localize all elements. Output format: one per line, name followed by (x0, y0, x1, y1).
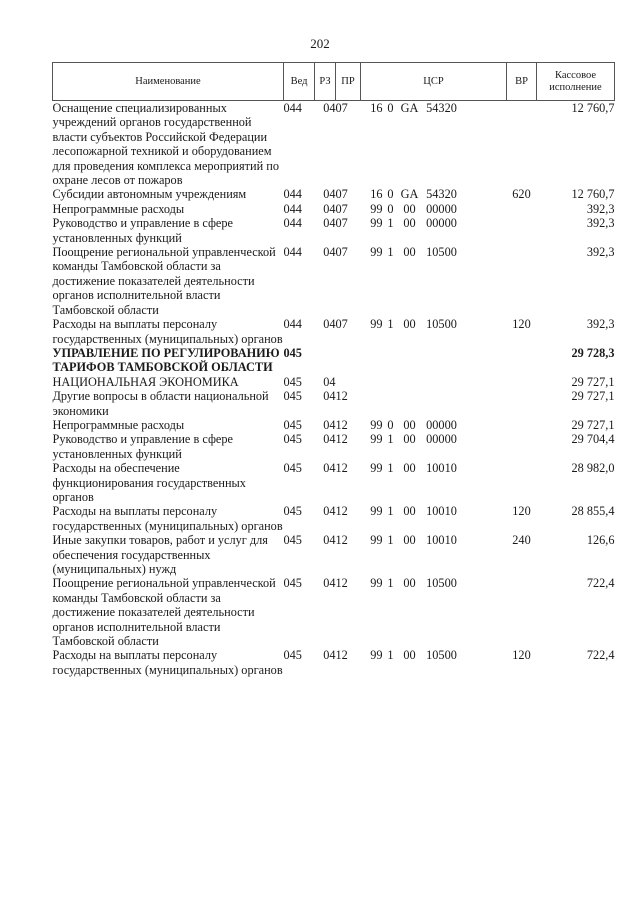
row-vr (507, 101, 537, 188)
csr-part: 54320 (426, 187, 457, 202)
row-rz: 04 (323, 216, 336, 231)
csr-part: 1 (387, 533, 394, 548)
row-name: Непрограммные расходы (52, 201, 185, 216)
row-ved: 045 (283, 432, 302, 447)
row-rz: 04 (323, 417, 336, 432)
csr-part: 00 (403, 461, 416, 476)
row-amount: 392,3 (586, 317, 615, 332)
row-rz: 04 (323, 101, 336, 115)
table-row (53, 418, 615, 432)
row-pr: 12 (335, 461, 348, 476)
csr-part: 10500 (426, 317, 457, 332)
header-name: Наименование (53, 63, 284, 101)
budget-execution-table (52, 62, 615, 677)
row-name: НАЦИОНАЛЬНАЯ ЭКОНОМИКА (52, 374, 239, 389)
row-name: Расходы на выплаты персоналу государственных (муниципальных) органов (52, 648, 283, 677)
row-csr (361, 418, 507, 432)
csr-part: 10010 (426, 504, 457, 519)
row-pr: 07 (335, 317, 348, 332)
csr-part: 99 (370, 201, 383, 216)
page-number: 202 (310, 36, 330, 51)
row-pr: 12 (335, 432, 348, 447)
table-row (53, 216, 615, 245)
row-amount: 392,3 (586, 201, 615, 216)
csr-part: 99 (370, 576, 383, 591)
row-vr (507, 346, 537, 375)
row-pr: 12 (335, 648, 348, 663)
row-csr (361, 245, 507, 317)
csr-part: 10010 (426, 533, 457, 548)
table-row (53, 101, 615, 188)
row-ved: 045 (283, 461, 302, 476)
row-ved: 044 (283, 201, 302, 216)
row-rz: 04 (323, 432, 336, 447)
row-name: Субсидии автономным учреждениям (52, 187, 247, 202)
csr-part: 00 (403, 245, 416, 260)
row-vr (507, 202, 537, 216)
csr-part: GA (400, 101, 419, 115)
row-name: Руководство и управление в сфере установленных функций (52, 432, 233, 461)
row-csr (361, 461, 507, 504)
row-ved: 045 (283, 576, 302, 591)
csr-part: 00 (403, 201, 416, 216)
row-ved: 045 (283, 389, 302, 404)
row-amount: 722,4 (586, 576, 615, 591)
header-vr: ВР (507, 63, 537, 101)
csr-part: 99 (370, 245, 383, 260)
row-pr (336, 346, 361, 375)
row-csr (361, 432, 507, 461)
csr-part: 1 (387, 576, 394, 591)
row-csr (361, 389, 507, 418)
csr-part: 00000 (426, 201, 457, 216)
row-ved: 044 (283, 317, 302, 332)
csr-part: 1 (387, 504, 394, 519)
row-amount: 12 760,7 (571, 101, 615, 115)
row-amount: 126,6 (586, 533, 615, 548)
table-row (53, 576, 615, 648)
header-csr: ЦСР (361, 63, 507, 101)
row-pr (336, 375, 361, 389)
row-pr: 12 (335, 504, 348, 519)
row-name: Иные закупки товаров, работ и услуг для обеспечения государственных (муниципальных) нужд (52, 533, 268, 576)
row-rz (315, 346, 336, 375)
row-csr (361, 504, 507, 533)
csr-part: 99 (370, 317, 383, 332)
row-pr: 12 (335, 389, 348, 404)
row-ved: 045 (283, 533, 302, 548)
csr-part: 00 (403, 417, 416, 432)
table-header-row (53, 63, 615, 101)
row-rz: 04 (323, 389, 336, 404)
table-row (53, 461, 615, 504)
row-rz: 04 (323, 317, 336, 332)
table-row (53, 202, 615, 216)
row-amount: 28 855,4 (571, 504, 615, 519)
row-vr (507, 576, 537, 648)
table-row (53, 533, 615, 576)
row-vr: 120 (512, 317, 531, 332)
row-csr (361, 375, 507, 389)
header-amount: Кассовое исполнение (537, 63, 615, 101)
row-name: Расходы на выплаты персоналу государственных (муниципальных) органов (52, 317, 283, 346)
table-row (53, 346, 615, 375)
row-amount: 29 728,3 (571, 345, 615, 360)
table-row (53, 648, 615, 677)
row-ved: 045 (283, 345, 302, 360)
csr-part: 16 (370, 101, 383, 115)
csr-part: 00 (403, 576, 416, 591)
csr-part: 00 (403, 533, 416, 548)
header-pr: ПР (336, 63, 361, 101)
table-row (53, 389, 615, 418)
csr-part: 00000 (426, 216, 457, 231)
row-vr (507, 418, 537, 432)
row-csr (361, 216, 507, 245)
row-csr (361, 187, 507, 201)
table-row (53, 317, 615, 346)
csr-part: 00 (403, 648, 416, 663)
csr-part: 99 (370, 461, 383, 476)
row-ved: 044 (283, 101, 302, 115)
csr-part: 99 (370, 504, 383, 519)
row-csr (361, 648, 507, 677)
row-rz: 04 (323, 533, 336, 548)
row-csr (361, 101, 507, 188)
csr-part: 1 (387, 245, 394, 260)
row-vr (507, 389, 537, 418)
csr-part: 10500 (426, 576, 457, 591)
csr-part: 99 (370, 648, 383, 663)
row-amount: 392,3 (586, 216, 615, 231)
row-rz: 04 (323, 201, 336, 216)
row-rz: 04 (323, 374, 336, 389)
csr-part: 1 (387, 317, 394, 332)
header-rz: РЗ (315, 63, 336, 101)
row-vr: 240 (512, 533, 531, 548)
csr-part: 1 (387, 461, 394, 476)
row-name: Другие вопросы в области национальной экономики (52, 389, 269, 418)
row-pr: 12 (335, 417, 348, 432)
row-vr (507, 432, 537, 461)
csr-part: 99 (370, 216, 383, 231)
row-ved: 045 (283, 648, 302, 663)
csr-part: 99 (370, 417, 383, 432)
csr-part: 10010 (426, 461, 457, 476)
row-rz: 04 (323, 576, 336, 591)
row-vr: 120 (512, 648, 531, 663)
row-ved: 045 (283, 417, 302, 432)
row-amount: 392,3 (586, 245, 615, 260)
csr-part: 00 (403, 317, 416, 332)
csr-part: 54320 (426, 101, 457, 115)
row-rz: 04 (323, 187, 336, 202)
row-rz: 04 (323, 461, 336, 476)
row-pr: 07 (335, 216, 348, 231)
row-csr (361, 533, 507, 576)
csr-part: 0 (387, 417, 394, 432)
row-name: Поощрение региональной управленческой команды Тамбовской области за достижение показателей деятельности органов исполнительной власти Тамбовской области (52, 245, 276, 317)
header-ved: Вед (284, 63, 315, 101)
row-vr (507, 375, 537, 389)
table-row (53, 245, 615, 317)
row-vr (507, 461, 537, 504)
row-name: Расходы на обеспечение функционирования государственных органов (52, 461, 246, 504)
csr-part: 10500 (426, 648, 457, 663)
csr-part: 10500 (426, 245, 457, 260)
table-row (53, 187, 615, 201)
row-pr: 12 (335, 533, 348, 548)
table-row (53, 375, 615, 389)
row-csr (361, 576, 507, 648)
row-name: Поощрение региональной управленческой команды Тамбовской области за достижение показателей деятельности органов исполнительной власти Тамбовской области (52, 576, 276, 649)
row-amount: 29 727,1 (571, 389, 615, 404)
csr-part: 16 (370, 187, 383, 202)
csr-part: 99 (370, 432, 383, 447)
row-ved: 044 (283, 245, 302, 260)
csr-part: 0 (387, 187, 394, 202)
row-amount: 29 704,4 (571, 432, 615, 447)
row-name: Оснащение специализированных учреждений органов государственной власти субъектов Российской Федерации лесопожарной техникой и оборудованием для проведения комплекса мероприятий по охране лесов от пожаров (52, 101, 280, 188)
row-amount: 722,4 (586, 648, 615, 663)
row-amount: 29 727,1 (571, 374, 615, 389)
table-row (53, 432, 615, 461)
csr-part: GA (400, 187, 419, 202)
row-pr: 07 (335, 201, 348, 216)
row-csr (361, 317, 507, 346)
csr-part: 00 (403, 216, 416, 231)
row-amount: 12 760,7 (571, 187, 615, 202)
row-amount: 29 727,1 (571, 417, 615, 432)
row-amount: 28 982,0 (571, 461, 615, 476)
row-ved: 044 (283, 216, 302, 231)
csr-part: 0 (387, 101, 394, 115)
row-pr: 07 (335, 101, 348, 115)
csr-part: 00000 (426, 417, 457, 432)
csr-part: 1 (387, 432, 394, 447)
row-vr: 620 (512, 187, 531, 202)
csr-part: 1 (387, 216, 394, 231)
row-ved: 045 (283, 504, 302, 519)
row-rz: 04 (323, 648, 336, 663)
csr-part: 0 (387, 201, 394, 216)
csr-part: 99 (370, 533, 383, 548)
row-name: Расходы на выплаты персоналу государственных (муниципальных) органов (52, 504, 283, 533)
row-rz: 04 (323, 504, 336, 519)
table-row (53, 504, 615, 533)
row-ved: 045 (283, 374, 302, 389)
row-vr: 120 (512, 504, 531, 519)
csr-part: 00 (403, 504, 416, 519)
row-rz: 04 (323, 245, 336, 260)
row-pr: 12 (335, 576, 348, 591)
csr-part: 00 (403, 432, 416, 447)
row-vr (507, 245, 537, 317)
row-name: Непрограммные расходы (52, 417, 185, 432)
row-pr: 07 (335, 187, 348, 202)
row-name: Руководство и управление в сфере установленных функций (52, 216, 233, 245)
row-csr (361, 202, 507, 216)
row-pr: 07 (335, 245, 348, 260)
row-vr (507, 216, 537, 245)
csr-part: 1 (387, 648, 394, 663)
row-name: УПРАВЛЕНИЕ ПО РЕГУЛИРОВАНИЮ ТАРИФОВ ТАМБОВСКОЙ ОБЛАСТИ (52, 345, 280, 375)
row-ved: 044 (283, 187, 302, 202)
csr-part: 00000 (426, 432, 457, 447)
row-csr (361, 346, 507, 375)
